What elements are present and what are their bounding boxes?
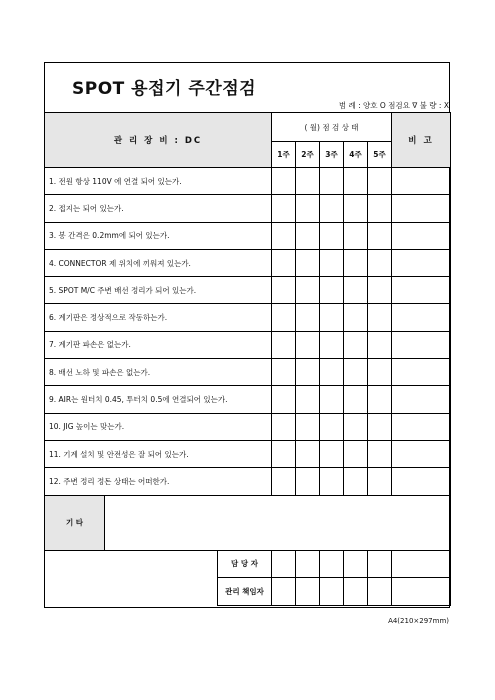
- checklist-item-label: 8. 배선 노하 및 파손은 없는가.: [45, 359, 272, 386]
- remark-cell[interactable]: [392, 468, 451, 495]
- week-check-cell[interactable]: [368, 277, 392, 304]
- checklist-item-label: 6. 계기판은 정상적으로 작동하는가.: [45, 304, 272, 331]
- week-check-cell[interactable]: [368, 359, 392, 386]
- checklist-row: [45, 277, 451, 304]
- inspection-table: [44, 112, 451, 606]
- week-check-cell[interactable]: [272, 168, 296, 195]
- checklist-row: [45, 468, 451, 495]
- checklist-row: [45, 359, 451, 386]
- week-check-cell[interactable]: [320, 386, 344, 413]
- week-check-cell[interactable]: [272, 277, 296, 304]
- week-check-cell[interactable]: [344, 468, 368, 495]
- checklist-row: [45, 304, 451, 331]
- blank-area: [45, 578, 218, 606]
- checklist-item-label: 10. JIG 높이는 맞는가.: [45, 413, 272, 440]
- signature-cell[interactable]: [320, 550, 344, 578]
- week-check-cell[interactable]: [368, 249, 392, 276]
- checklist-row: [45, 331, 451, 358]
- checklist-row: [45, 440, 451, 467]
- signature-cell[interactable]: [296, 578, 320, 606]
- week-check-cell[interactable]: [296, 468, 320, 495]
- signature-cell[interactable]: [344, 578, 368, 606]
- remark-cell[interactable]: [392, 168, 451, 195]
- week-check-cell[interactable]: [320, 304, 344, 331]
- checklist-item-label: 1. 전원 항상 110V 에 연결 되어 있는가.: [45, 168, 272, 195]
- checklist-row: [45, 249, 451, 276]
- checklist-item-label: 7. 계기판 파손은 없는가.: [45, 331, 272, 358]
- week-check-cell[interactable]: [272, 331, 296, 358]
- week-check-cell[interactable]: [296, 195, 320, 222]
- remark-cell[interactable]: [392, 249, 451, 276]
- week-check-cell[interactable]: [272, 359, 296, 386]
- equipment-header: 관 리 장 비 : DC: [45, 113, 272, 168]
- week-check-cell[interactable]: [272, 249, 296, 276]
- week-header: 3주: [320, 142, 344, 168]
- blank-area: [45, 550, 218, 578]
- week-check-cell[interactable]: [344, 386, 368, 413]
- week-check-cell[interactable]: [320, 249, 344, 276]
- remark-cell[interactable]: [392, 331, 451, 358]
- week-check-cell[interactable]: [320, 331, 344, 358]
- week-check-cell[interactable]: [368, 304, 392, 331]
- checklist-item-label: 3. 봉 간격은 0.2mm에 되어 있는가.: [45, 222, 272, 249]
- week-check-cell[interactable]: [368, 440, 392, 467]
- supervisor-row-label: 관리 책임자: [218, 578, 272, 606]
- page-title: SPOT 용접기 주간점검: [72, 79, 257, 99]
- signature-cell[interactable]: [320, 578, 344, 606]
- week-check-cell[interactable]: [296, 168, 320, 195]
- week-check-cell[interactable]: [344, 359, 368, 386]
- signature-cell[interactable]: [272, 550, 296, 578]
- remark-cell[interactable]: [392, 386, 451, 413]
- week-check-cell[interactable]: [368, 386, 392, 413]
- week-check-cell[interactable]: [320, 195, 344, 222]
- week-check-cell[interactable]: [368, 331, 392, 358]
- week-check-cell[interactable]: [296, 413, 320, 440]
- signature-cell[interactable]: [296, 550, 320, 578]
- week-check-cell[interactable]: [368, 168, 392, 195]
- checklist-item-label: 4. CONNECTOR 제 위치에 끼워져 있는가.: [45, 249, 272, 276]
- week-check-cell[interactable]: [368, 468, 392, 495]
- checklist-row: [45, 386, 451, 413]
- checklist-item-label: 9. AIR는 원터치 0.45, 투터치 0.5에 연결되어 있는가.: [45, 386, 272, 413]
- remark-header: 비 고: [392, 113, 451, 168]
- week-check-cell[interactable]: [296, 440, 320, 467]
- checklist-row: [45, 168, 451, 195]
- etc-row: [45, 495, 451, 523]
- week-check-cell[interactable]: [344, 277, 368, 304]
- week-check-cell[interactable]: [272, 468, 296, 495]
- manager-row: [45, 550, 451, 578]
- etc-content-cell[interactable]: [105, 495, 451, 550]
- week-header: 4주: [344, 142, 368, 168]
- remark-cell[interactable]: [392, 222, 451, 249]
- remark-cell[interactable]: [392, 304, 451, 331]
- week-check-cell[interactable]: [296, 331, 320, 358]
- week-check-cell[interactable]: [272, 195, 296, 222]
- week-check-cell[interactable]: [320, 168, 344, 195]
- week-check-cell[interactable]: [296, 304, 320, 331]
- checklist-item-label: 5. SPOT M/C 주변 배선 정리가 되어 있는가.: [45, 277, 272, 304]
- remark-cell[interactable]: [392, 440, 451, 467]
- remark-cell[interactable]: [392, 359, 451, 386]
- week-check-cell[interactable]: [296, 249, 320, 276]
- week-check-cell[interactable]: [272, 386, 296, 413]
- checklist-item-label: 2. 접지는 되어 있는가.: [45, 195, 272, 222]
- week-check-cell[interactable]: [272, 222, 296, 249]
- week-check-cell[interactable]: [344, 331, 368, 358]
- week-check-cell[interactable]: [368, 195, 392, 222]
- legend-text: 범 례 : 양호 O 점검요 ∇ 불 량 : X: [338, 101, 449, 110]
- week-check-cell[interactable]: [344, 168, 368, 195]
- checklist-item-label: 11. 기계 설치 및 안전성은 잘 되어 있는가.: [45, 440, 272, 467]
- etc-label: 기 타: [45, 495, 105, 550]
- checklist-row: [45, 195, 451, 222]
- week-check-cell[interactable]: [272, 413, 296, 440]
- week-check-cell[interactable]: [296, 222, 320, 249]
- week-check-cell[interactable]: [320, 222, 344, 249]
- remark-cell[interactable]: [392, 277, 451, 304]
- week-check-cell[interactable]: [344, 249, 368, 276]
- signature-remark-cell[interactable]: [392, 550, 451, 578]
- remark-cell[interactable]: [392, 413, 451, 440]
- signature-remark-cell[interactable]: [392, 578, 451, 606]
- period-header: ( 월) 점 검 상 태: [272, 113, 392, 142]
- paper-size-note: A4(210×297mm): [388, 617, 449, 625]
- week-check-cell[interactable]: [368, 222, 392, 249]
- week-check-cell[interactable]: [344, 413, 368, 440]
- week-check-cell[interactable]: [368, 413, 392, 440]
- remark-cell[interactable]: [392, 195, 451, 222]
- signature-cell[interactable]: [368, 578, 392, 606]
- week-check-cell[interactable]: [296, 359, 320, 386]
- week-check-cell[interactable]: [320, 277, 344, 304]
- week-header: 1주: [272, 142, 296, 168]
- week-check-cell[interactable]: [320, 440, 344, 467]
- week-check-cell[interactable]: [272, 440, 296, 467]
- week-header: 2주: [296, 142, 320, 168]
- supervisor-row: [45, 578, 451, 606]
- signature-cell[interactable]: [344, 550, 368, 578]
- checklist-row: [45, 222, 451, 249]
- week-header: 5주: [368, 142, 392, 168]
- week-check-cell[interactable]: [344, 195, 368, 222]
- checklist-item-label: 12. 주변 정리 정돈 상태는 어떠한가.: [45, 468, 272, 495]
- week-check-cell[interactable]: [344, 222, 368, 249]
- signature-cell[interactable]: [368, 550, 392, 578]
- week-check-cell[interactable]: [296, 386, 320, 413]
- week-check-cell[interactable]: [320, 413, 344, 440]
- checklist-row: [45, 413, 451, 440]
- week-check-cell[interactable]: [296, 277, 320, 304]
- week-check-cell[interactable]: [344, 440, 368, 467]
- week-check-cell[interactable]: [272, 304, 296, 331]
- signature-cell[interactable]: [272, 578, 296, 606]
- week-check-cell[interactable]: [320, 359, 344, 386]
- manager-row-label: 담 당 자: [218, 550, 272, 578]
- week-check-cell[interactable]: [344, 304, 368, 331]
- week-check-cell[interactable]: [320, 468, 344, 495]
